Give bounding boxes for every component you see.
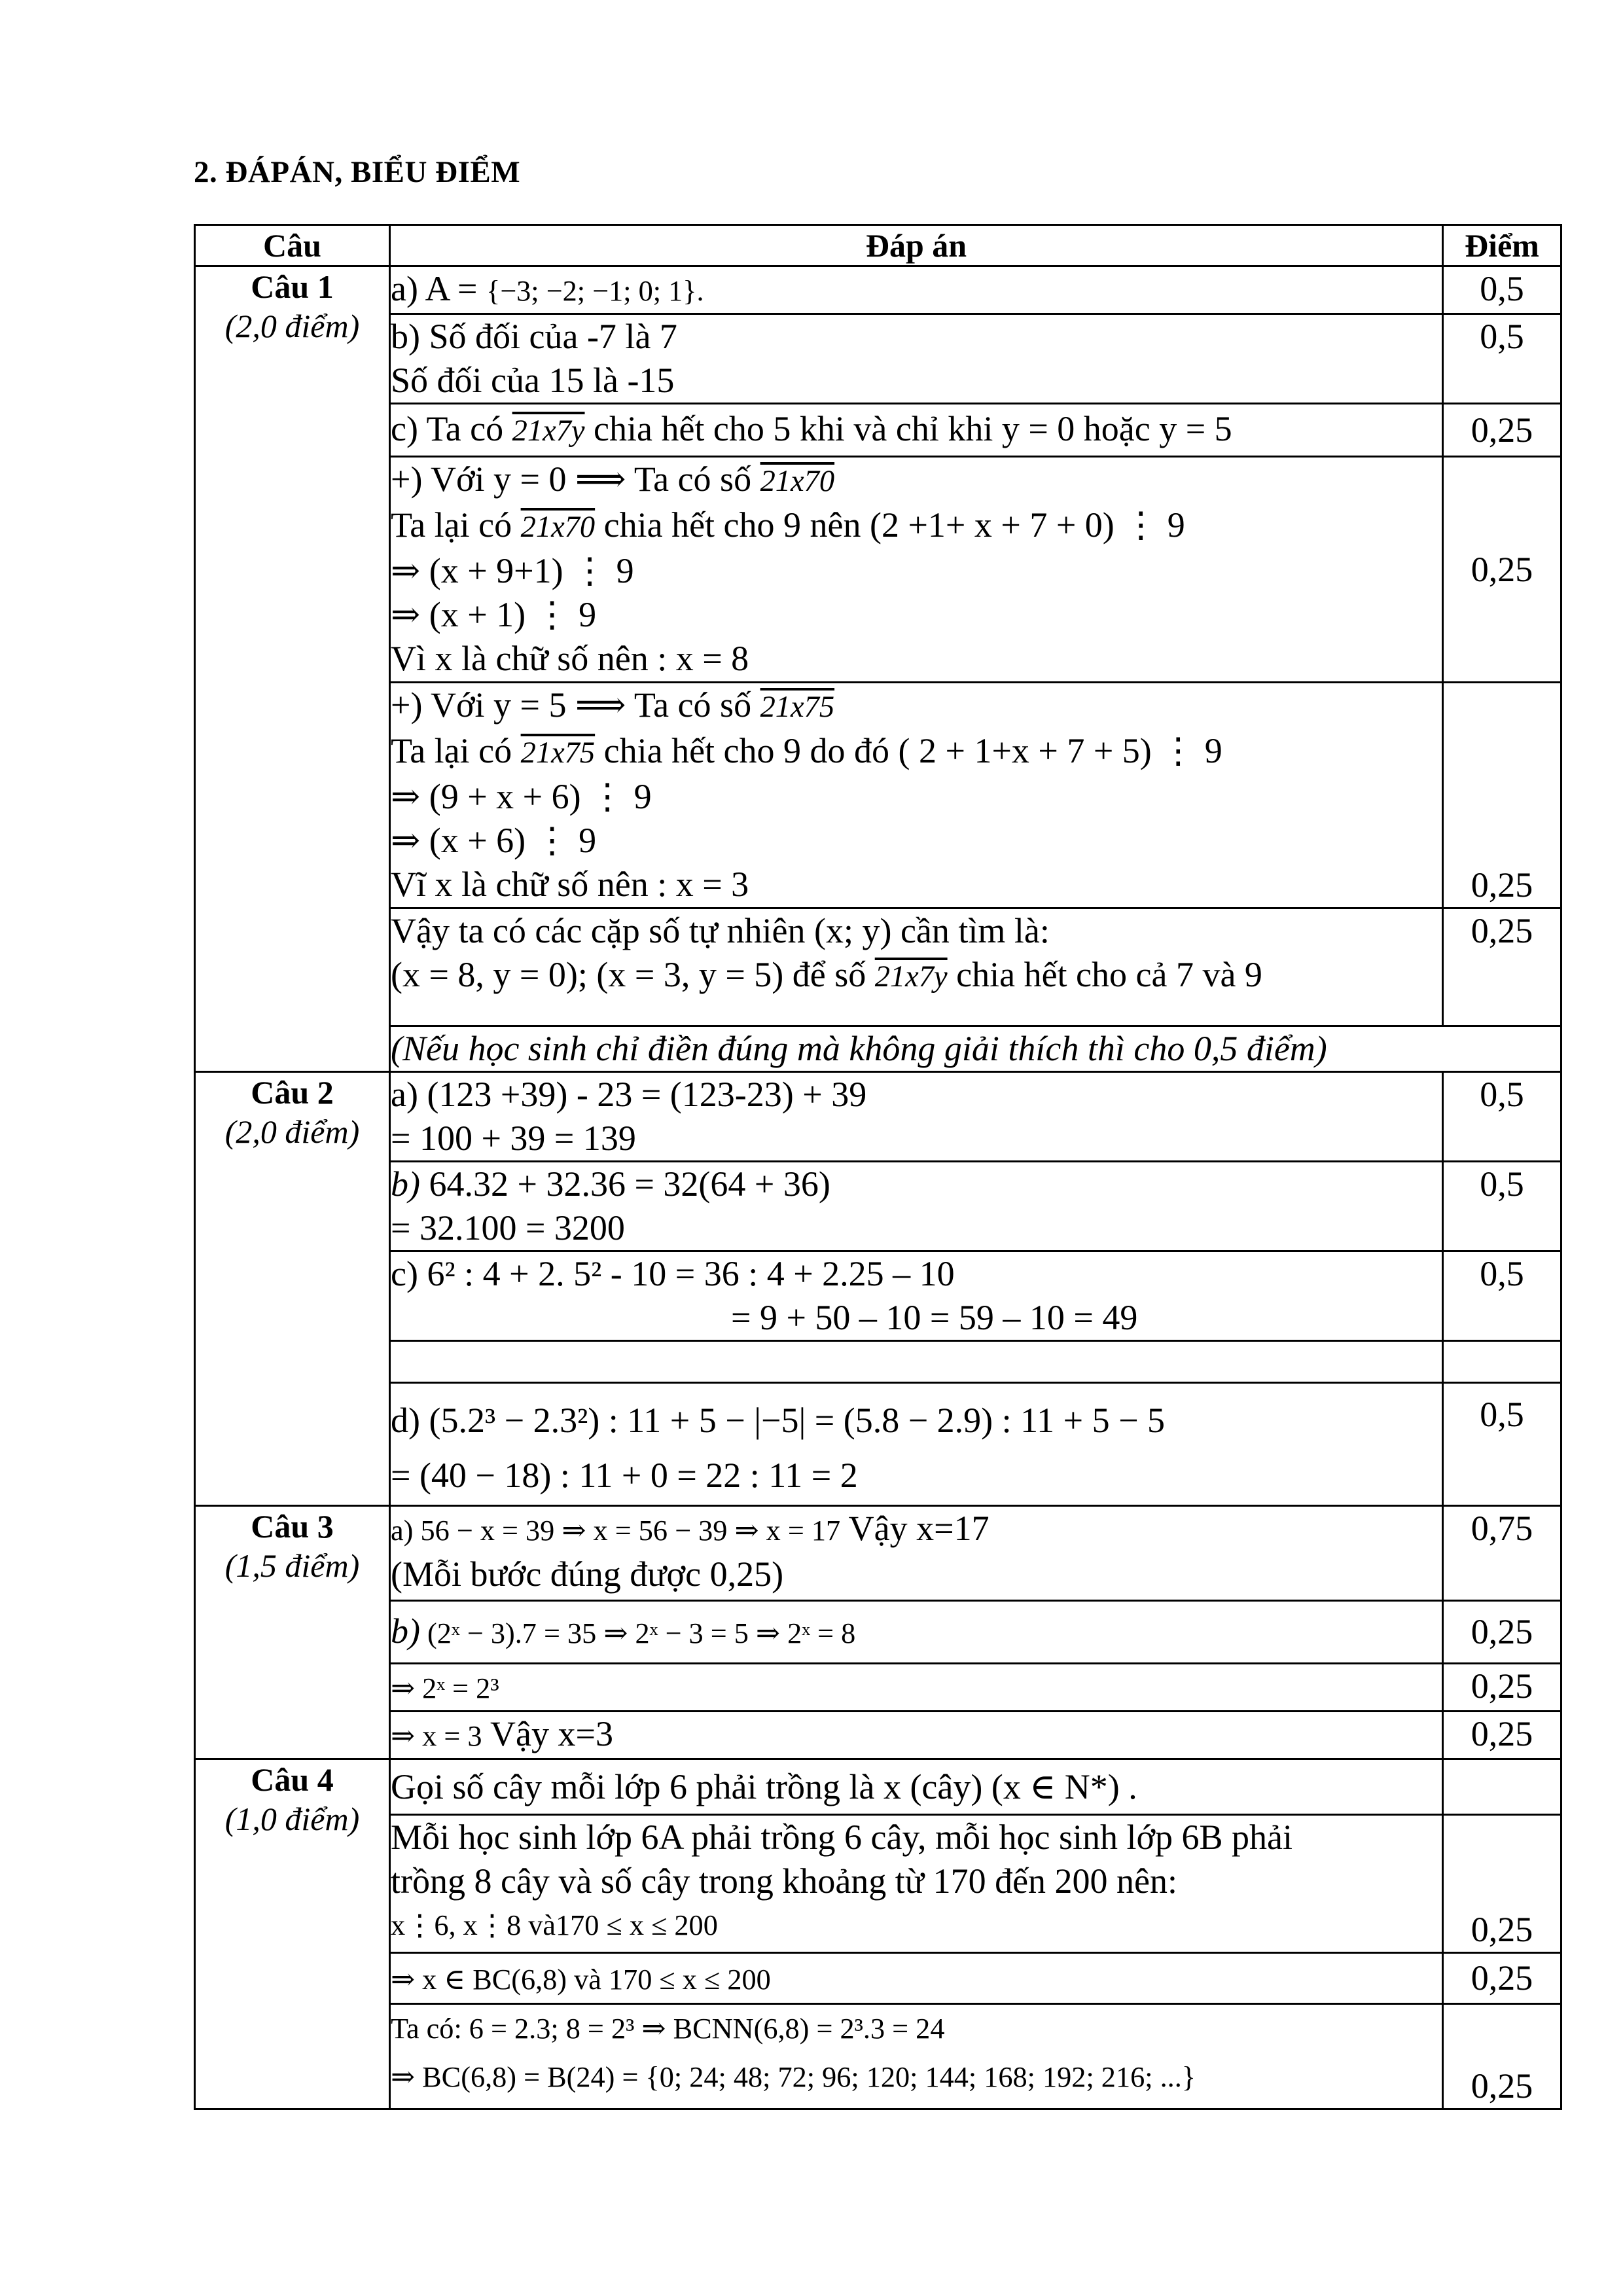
cau3-b1-answer bbox=[390, 1601, 1443, 1664]
cau2-row-d bbox=[195, 1383, 1561, 1506]
cau2-d-line1: d) (5.2³ − 2.3²) : 11 + 5 − |−5| = (5.8 − 2.9) : 11 + 5 − 5 bbox=[391, 1401, 1166, 1440]
cau1-row-y5 bbox=[195, 683, 1561, 908]
cau1-c-answer bbox=[390, 404, 1443, 457]
cau3-b2-answer bbox=[390, 1664, 1443, 1712]
cau1-num-75b: 21x75 bbox=[520, 736, 596, 770]
header-row bbox=[195, 225, 1561, 266]
cau1-num-75: 21x75 bbox=[760, 691, 835, 724]
cau1-a-prefix: a) A = bbox=[391, 269, 486, 308]
cau1-y5-answer bbox=[390, 683, 1443, 908]
cau4-row-2 bbox=[195, 1815, 1561, 1953]
cau1-y5-line4: ⇒ (x + 6) ⋮ 9 bbox=[391, 821, 597, 860]
cau1-y5-line1 bbox=[391, 683, 1442, 729]
cau3-a-score: 0,75 bbox=[1443, 1506, 1561, 1601]
cau1-a-set: {−3; −2; −1; 0; 1}. bbox=[486, 275, 704, 307]
cau2-d-score: 0,5 bbox=[1443, 1383, 1561, 1506]
cau1-a-answer bbox=[390, 266, 1443, 314]
cau1-row-a bbox=[195, 266, 1561, 314]
cau1-num-xy: 21x7y bbox=[512, 414, 585, 448]
cau1-y5-line2 bbox=[391, 729, 1442, 775]
cau3-b3-answer bbox=[390, 1712, 1443, 1759]
cau2-row-empty bbox=[195, 1341, 1561, 1383]
cau4-r4-line2: ⇒ BC(6,8) = B(24) = {0; 24; 48; 72; 96; 120; 144; 168; 192; 216; ...} bbox=[391, 2061, 1196, 2093]
cau2-title: Câu 2 bbox=[251, 1074, 334, 1111]
cau3-a-answer bbox=[390, 1506, 1443, 1601]
cau1-y0-line4: ⇒ (x + 1) ⋮ 9 bbox=[391, 595, 597, 634]
cau2-b-expr: 64.32 + 32.36 = 32(64 + 36) bbox=[419, 1164, 830, 1204]
cau4-r3-score: 0,25 bbox=[1443, 1953, 1561, 2004]
cau1-y0-line5: Vì x là chữ số nên : x = 8 bbox=[391, 639, 749, 678]
cau1-y0-l2-post: chia hết cho 9 nên (2 +1+ x + 7 + 0) ⋮ 9 bbox=[595, 505, 1185, 545]
cau4-r4-score: 0,25 bbox=[1443, 2004, 1561, 2109]
cau1-conclusion-answer bbox=[390, 908, 1443, 1026]
cau1-num-70: 21x70 bbox=[760, 465, 835, 498]
cau1-b-answer bbox=[390, 314, 1443, 404]
cau3-a-text: Vậy x=17 bbox=[840, 1509, 990, 1548]
cau3-b3-score: 0,25 bbox=[1443, 1712, 1561, 1759]
cau3-row-b1 bbox=[195, 1601, 1561, 1664]
cau1-y5-l2-post: chia hết cho 9 do đó ( 2 + 1+x + 7 + 5) ⋮ 9 bbox=[595, 731, 1222, 770]
cau3-label-cell bbox=[195, 1506, 390, 1759]
header-cau: Câu bbox=[195, 225, 390, 266]
cau4-r1-answer: Gọi số cây mỗi lớp 6 phải trồng là x (cây) (x ∈ N*) . bbox=[390, 1759, 1443, 1815]
cau2-a-score: 0,5 bbox=[1443, 1072, 1561, 1162]
cau1-y0-answer bbox=[390, 457, 1443, 683]
cau3-b-label: b) bbox=[391, 1611, 420, 1651]
cau1-a-score: 0,5 bbox=[1443, 266, 1561, 314]
cau1-y0-line3: ⇒ (x + 9+1) ⋮ 9 bbox=[391, 551, 634, 590]
cau1-c-score: 0,25 bbox=[1443, 404, 1561, 457]
cau1-b-line2: Số đối của 15 là -15 bbox=[391, 361, 675, 400]
cau2-empty-cell bbox=[390, 1341, 1443, 1383]
cau1-conc-score: 0,25 bbox=[1443, 908, 1561, 1026]
cau1-c-post: chia hết cho 5 khi và chỉ khi y = 0 hoặc y = 5 bbox=[584, 409, 1232, 448]
cau1-b-score: 0,5 bbox=[1443, 314, 1561, 404]
cau1-row-b bbox=[195, 314, 1561, 404]
cau1-row-conclusion bbox=[195, 908, 1561, 1026]
cau3-b1-score: 0,25 bbox=[1443, 1601, 1561, 1664]
cau4-row-1 bbox=[195, 1759, 1561, 1815]
answer-table bbox=[194, 224, 1562, 2110]
cau2-b-line2: = 32.100 = 3200 bbox=[391, 1208, 625, 1247]
cau1-points: (2,0 điểm) bbox=[224, 308, 360, 344]
cau4-r1-score bbox=[1443, 1759, 1561, 1815]
cau1-y0-l2-pre: Ta lại có bbox=[391, 505, 521, 545]
cau1-y5-score: 0,25 bbox=[1443, 683, 1561, 908]
cau1-row-c bbox=[195, 404, 1561, 457]
cau2-c-line1: c) 6² : 4 + 2. 5² - 10 = 36 : 4 + 2.25 – 10 bbox=[391, 1254, 955, 1293]
cau4-label-cell bbox=[195, 1759, 390, 2109]
cau2-a-line2: = 100 + 39 = 139 bbox=[391, 1119, 636, 1158]
cau3-a-math: a) 56 − x = 39 ⇒ x = 56 − 39 ⇒ x = 17 bbox=[391, 1515, 841, 1547]
cau2-a-answer bbox=[390, 1072, 1443, 1162]
cau1-num-70b: 21x70 bbox=[520, 511, 596, 544]
cau1-y5-line5: Vĩ x là chữ số nên : x = 3 bbox=[391, 865, 749, 904]
cau4-points: (1,0 điểm) bbox=[224, 1801, 360, 1837]
cau1-label-cell bbox=[195, 266, 390, 1072]
cau2-d-line2: = (40 − 18) : 11 + 0 = 22 : 11 = 2 bbox=[391, 1456, 858, 1495]
cau4-r3-answer bbox=[390, 1953, 1443, 2004]
cau1-c-pre: c) Ta có bbox=[391, 409, 512, 448]
header-dapan: Đáp án bbox=[390, 225, 1443, 266]
cau2-a-line1: a) (123 +39) - 23 = (123-23) + 39 bbox=[391, 1075, 867, 1114]
cau2-b-answer bbox=[390, 1162, 1443, 1251]
cau3-b2-score: 0,25 bbox=[1443, 1664, 1561, 1712]
cau4-row-3 bbox=[195, 1953, 1561, 2004]
cau2-row-b bbox=[195, 1162, 1561, 1251]
cau3-b1-math: (2ˣ − 3).7 = 35 ⇒ 2ˣ − 3 = 5 ⇒ 2ˣ = 8 bbox=[419, 1617, 856, 1649]
cau3-row-b3 bbox=[195, 1712, 1561, 1759]
cau4-r4-answer bbox=[390, 2004, 1443, 2109]
cau1-num-xy-b: 21x7y bbox=[874, 960, 948, 994]
cau4-title: Câu 4 bbox=[251, 1761, 334, 1798]
cau2-b-label: b) bbox=[391, 1164, 420, 1204]
cau3-b3-math: ⇒ x = 3 bbox=[391, 1720, 482, 1752]
cau4-r2-line3: x⋮6, x⋮8 và170 ≤ x ≤ 200 bbox=[391, 1909, 718, 1941]
cau1-y5-l2-pre: Ta lại có bbox=[391, 731, 521, 770]
cau1-row-note bbox=[195, 1026, 1561, 1072]
cau3-a-line1 bbox=[391, 1507, 1442, 1552]
cau2-b-score: 0,5 bbox=[1443, 1162, 1561, 1251]
cau4-r2-line2: trồng 8 cây và số cây trong khoảng từ 170 đến 200 nên: bbox=[391, 1861, 1178, 1901]
cau2-row-a bbox=[195, 1072, 1561, 1162]
cau4-r2-answer bbox=[390, 1815, 1443, 1953]
cau2-row-c bbox=[195, 1251, 1561, 1341]
cau1-y5-line3: ⇒ (9 + x + 6) ⋮ 9 bbox=[391, 777, 652, 816]
cau3-b3-text: Vậy x=3 bbox=[482, 1714, 613, 1753]
cau1-note: (Nếu học sinh chỉ điền đúng mà không giải thích thì cho 0,5 điểm) bbox=[390, 1026, 1561, 1072]
cau4-row-4 bbox=[195, 2004, 1561, 2109]
cau1-conc-line2 bbox=[391, 953, 1442, 999]
cau1-conc-line1: Vậy ta có các cặp số tự nhiên (x; y) cần tìm là: bbox=[391, 911, 1050, 950]
cau1-b-line1: b) Số đối của -7 là 7 bbox=[391, 317, 677, 356]
cau2-c-score: 0,5 bbox=[1443, 1251, 1561, 1341]
header-diem: Điểm bbox=[1443, 225, 1561, 266]
cau3-points: (1,5 điểm) bbox=[224, 1547, 360, 1584]
cau2-c-line2: = 9 + 50 – 10 = 59 – 10 = 49 bbox=[731, 1298, 1138, 1337]
cau3-row-a bbox=[195, 1506, 1561, 1601]
cau2-points: (2,0 điểm) bbox=[224, 1113, 360, 1150]
section-heading: 2. ĐÁPÁN, BIỂU ĐIỂM bbox=[194, 155, 521, 189]
cau2-b-line1 bbox=[391, 1162, 1442, 1206]
cau1-conc-l2-post: chia hết cho cả 7 và 9 bbox=[947, 955, 1262, 994]
cau3-b2-math: ⇒ 2ˣ = 2³ bbox=[391, 1672, 499, 1704]
cau1-y0-score: 0,25 bbox=[1443, 457, 1561, 683]
cau1-title: Câu 1 bbox=[251, 268, 334, 305]
cau1-row-y0 bbox=[195, 457, 1561, 683]
cau1-conc-l2-pre: (x = 8, y = 0); (x = 3, y = 5) để số bbox=[391, 955, 875, 994]
cau1-y5-l1-text: +) Với y = 5 ⟹ Ta có số bbox=[391, 685, 760, 725]
cau4-r2-line1: Mỗi học sinh lớp 6A phải trồng 6 cây, mỗi học sinh lớp 6B phải bbox=[391, 1818, 1293, 1857]
cau1-y0-l1-text: +) Với y = 0 ⟹ Ta có số bbox=[391, 459, 760, 499]
cau3-a-line2: (Mỗi bước đúng được 0,25) bbox=[391, 1554, 784, 1594]
cau3-row-b2 bbox=[195, 1664, 1561, 1712]
cau4-r2-score: 0,25 bbox=[1443, 1815, 1561, 1953]
cau4-r4-line1: Ta có: 6 = 2.3; 8 = 2³ ⇒ BCNN(6,8) = 2³.3 = 24 bbox=[391, 2013, 945, 2045]
cau2-d-answer bbox=[390, 1383, 1443, 1506]
cau1-y0-line2 bbox=[391, 503, 1442, 549]
cau4-r3-math: ⇒ x ∈ BC(6,8) và 170 ≤ x ≤ 200 bbox=[391, 1963, 771, 1996]
cau3-title: Câu 3 bbox=[251, 1508, 334, 1545]
cau2-c-answer bbox=[390, 1251, 1443, 1341]
cau1-y0-line1 bbox=[391, 457, 1442, 503]
cau2-label-cell bbox=[195, 1072, 390, 1506]
cau2-empty-score bbox=[1443, 1341, 1561, 1383]
